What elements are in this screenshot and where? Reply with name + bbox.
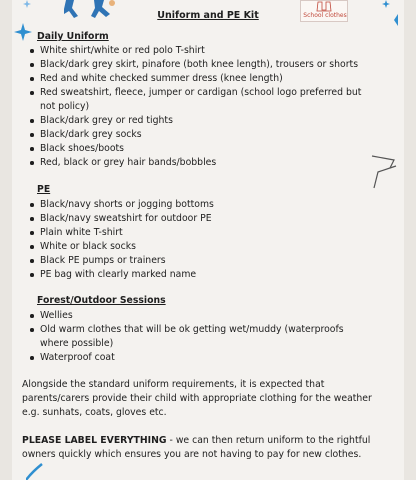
list-item: Black/dark grey skirt, pinafore (both knee length), trousers or shorts [0, 58, 362, 72]
label-everything-emphasis: PLEASE LABEL EVERYTHING [22, 435, 167, 446]
list-item: Black/navy shorts or jogging bottoms [0, 198, 362, 212]
list-item: Red, black or grey hair bands/bobbles [0, 156, 362, 170]
sparkle-icon [22, 0, 32, 8]
pe-list [0, 198, 362, 282]
list-item: Black shoes/boots [0, 142, 362, 156]
forest-outdoor-list [0, 309, 362, 365]
daily-uniform-list [0, 44, 362, 170]
swoosh-icon [26, 462, 44, 480]
list-item: Black PE pumps or trainers [0, 254, 362, 268]
pe-heading: PE [37, 184, 51, 195]
page-title: Uniform and PE Kit [157, 10, 259, 21]
forest-outdoor-heading: Forest/Outdoor Sessions [37, 295, 166, 306]
clothes-caption: School clothes [303, 12, 347, 19]
list-item: Waterproof coat [0, 351, 362, 365]
list-item: Old warm clothes that will be ok getting wet/muddy (waterproofs where possible) [0, 323, 362, 351]
list-item: Plain white T-shirt [0, 226, 362, 240]
paper-sheet-icon [370, 154, 400, 192]
label-everything-paragraph [22, 434, 382, 462]
sparkle-icon [382, 0, 390, 8]
list-item: Red sweatshirt, fleece, jumper or cardigan (school logo preferred but not policy) [0, 86, 362, 114]
sparkle-icon [14, 23, 32, 41]
list-item: PE bag with clearly marked name [0, 268, 362, 282]
list-item: Red and white checked summer dress (knee length) [0, 72, 362, 86]
list-item: Black/dark grey socks [0, 128, 362, 142]
weather-clothing-paragraph: Alongside the standard uniform requirements, it is expected that parents/carers provide their child with appropriate clothing for the weather e.g. sunhats, coats, gloves etc. [22, 379, 372, 418]
list-item: Black/dark grey or red tights [0, 114, 362, 128]
list-item: White or black socks [0, 240, 362, 254]
daily-uniform-heading: Daily Uniform [37, 31, 109, 42]
list-item: White shirt/white or red polo T-shirt [0, 44, 362, 58]
list-item: Black/navy sweatshirt for outdoor PE [0, 212, 362, 226]
list-item: Wellies [0, 309, 362, 323]
label-everything-text: - we can then return uniform to the rightful owners quickly which ensures you are not having to pay for new clothes. [22, 435, 371, 460]
